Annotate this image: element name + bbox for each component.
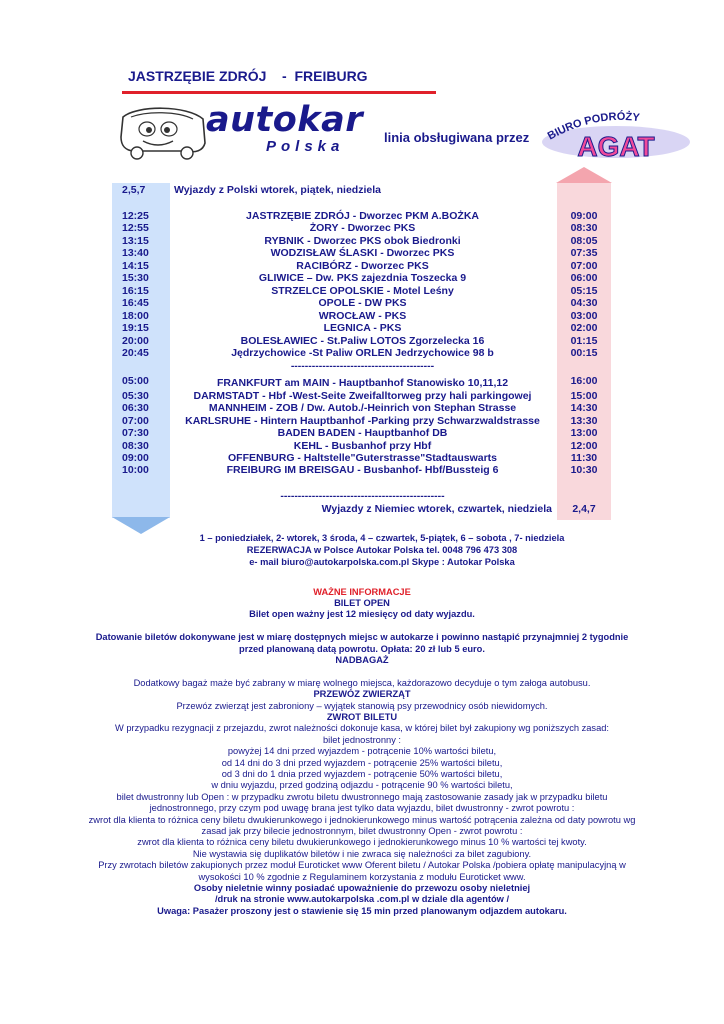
stop-name: LEGNICA - PKS [323, 322, 402, 334]
info-line: Uwaga: Pasażer proszony jest o stawienie się 15 min przed planowanym odjazdem autokaru. [157, 905, 567, 916]
operated-by-label: linia obsługiwana przez [384, 130, 530, 145]
info-heading: WAŻNE INFORMACJE [313, 587, 411, 597]
stop-name: ŻORY - Dworzec PKS [309, 222, 416, 234]
info-line: PRZEWÓZ ZWIERZĄT [313, 689, 411, 700]
info-line: wysokości 10 % zgodnie z Regulaminem korzystania z modułu Euroticket www. [198, 871, 526, 882]
dep-time: 05:00 [122, 375, 149, 387]
ret-time: 05:15 [570, 285, 598, 297]
logo-polska: Polska [266, 138, 345, 155]
schedule-divider: ----------------------------------------- [290, 360, 435, 372]
ret-time: 16:00 [570, 375, 598, 387]
stop-name: GLIWICE – Dw. PKS zajezdnia Toszecka 9 [258, 272, 467, 284]
info-line: przed planowaną datą powrotu. Opłata: 20 zł lub 5 euro. [239, 643, 485, 654]
return-note: Wyjazdy z Niemiec wtorek, czwartek, niedziela [321, 503, 552, 515]
ret-time: 02:00 [570, 322, 598, 334]
info-line: W przypadku rezygnacji z przejazdu, zwrot należności dokonuje kasa, w której bilet był zakupiony wg poniższych zasad: [114, 723, 609, 734]
title-underline [122, 91, 436, 94]
stop-name: KEHL - Busbanhof przy Hbf [293, 440, 432, 452]
ret-time: 12:00 [570, 440, 598, 452]
info-line: w dniu wyjazdu, przed godziną odjazdu - potrącenie 90 % wartości biletu, [211, 780, 513, 791]
ret-time: 10:30 [570, 464, 598, 476]
dep-time: 08:30 [122, 440, 149, 452]
ret-time: 07:00 [570, 260, 598, 272]
ret-time: 13:00 [570, 427, 598, 439]
stop-name: OPOLE - DW PKS [318, 297, 407, 309]
info-line: jednostronnego, przy czym pod uwagę brana jest tylko data wyjazdu, bilet dwustronny - zwrot powrotu : [149, 803, 575, 814]
ret-time: 04:30 [570, 297, 598, 309]
ret-time: 11:30 [570, 452, 598, 464]
stop-name: RACIBÓRZ - Dworzec PKS [296, 260, 429, 272]
dep-time: 13:15 [122, 235, 149, 247]
reservation-line: REZERWACJA w Polsce Autokar Polska tel. 0048 796 473 308 [246, 545, 518, 555]
dep-time: 10:00 [122, 464, 149, 476]
stop-name: JASTRZĘBIE ZDRÓJ - Dworzec PKM A.BOŻKA [246, 210, 479, 222]
dep-time: 07:30 [122, 427, 149, 439]
stop-name: DARMSTADT - Hbf -West-Seite Zweifalltorweg przy hali parkingowej [193, 390, 532, 402]
route-title: JASTRZĘBIE ZDRÓJ - FREIBURG [128, 68, 368, 84]
info-line: zwrot dla klienta to różnica ceny biletu dwukierunkowego i jednokierunkowego minus wartość potrącenia zależna od daty powrotu wg [88, 814, 636, 825]
dep-time: 18:00 [122, 310, 149, 322]
days-legend: 1 – poniedziałek, 2- wtorek, 3 środa, 4 – czwartek, 5-piątek, 6 – sobota , 7- niedziela [199, 533, 565, 543]
ret-time: 13:30 [570, 415, 598, 427]
stop-name: Jędrzychowice -St Paliw ORLEN Jedrzychowice 98 b [231, 347, 494, 359]
info-line: Osoby nieletnie winny posiadać upoważnienie do przewozu osoby nieletniej [193, 883, 531, 893]
ret-time: 01:15 [570, 335, 598, 347]
ret-time: 14:30 [570, 402, 598, 414]
info-line: NADBAGAŻ [335, 655, 389, 665]
dep-time: 12:25 [122, 210, 149, 222]
stop-name: OFFENBURG - Haltstelle"Guterstrasse"Stadtauswarts [227, 452, 498, 464]
agat-name: AGAT [577, 131, 655, 162]
stop-name: KARLSRUHE - Hintern Hauptbanhof -Parking przy Schwarzwaldstrasse [185, 415, 540, 427]
stop-name: WODZISŁAW ŚLASKI - Dworzec PKS [270, 247, 455, 259]
dep-time: 19:15 [122, 322, 149, 334]
stop-name: WROCŁAW - PKS [318, 310, 407, 322]
stop-name: FRANKFURT am MAIN - Hauptbanhof Stanowisko 10,11,12 [216, 377, 509, 389]
info-line: Przy zwrotach biletów zakupionych przez moduł Euroticket www Oferent biletu / Autokar Polska /pobiera opłatę manipulacyjną w [98, 860, 626, 871]
dep-time: 16:45 [122, 297, 149, 309]
ret-time: 15:00 [570, 390, 598, 402]
ret-time: 06:00 [570, 272, 598, 284]
info-line: Nie wystawia się duplikatów biletów i nie zwraca się należności za bilet zagubiony. [192, 848, 532, 859]
agat-arc-text: BIURO PODRÓŻY [545, 110, 641, 143]
info-line: BILET OPEN [334, 598, 390, 608]
schedule-divider-2: ----------------------------------------------- [280, 490, 445, 502]
info-line: /druk na stronie www.autokarpolska .com.pl w dziale dla agentów / [214, 894, 510, 905]
bus-logo-icon [117, 103, 209, 161]
info-line: Przewóz zwierząt jest zabroniony – wyjątek stanowią psy przewodnicy osób niewidomych. [176, 700, 548, 711]
stop-name: FREIBURG IM BREISGAU - Busbanhof- Hbf/Bussteig 6 [226, 464, 499, 476]
ret-time: 08:30 [570, 222, 598, 234]
dep-time: 15:30 [122, 272, 149, 284]
agat-logo-icon [536, 106, 696, 162]
outbound-days: 2,5,7 [122, 184, 146, 196]
info-line: bilet dwustronny lub Open : w przypadku zwrotu biletu dwustronnego mają zastosowanie zasady jak w przypadku biletu [116, 791, 608, 802]
dep-time: 20:00 [122, 335, 149, 347]
return-days: 2,4,7 [572, 503, 596, 515]
dep-time: 20:45 [122, 347, 149, 359]
up-arrow-icon [554, 166, 614, 184]
stop-name: BOLESŁAWIEC - St.Paliw LOTOS Zgorzelecka 16 [240, 335, 485, 347]
info-line: zwrot dla klienta to różnica ceny biletu dwukierunkowego i jednokierunkowego minus 10 % wartości tej kwoty. [137, 837, 587, 848]
ret-time: 00:15 [570, 347, 598, 359]
info-line: bilet jednostronny : [322, 734, 402, 745]
info-line: Datowanie biletów dokonywane jest w miarę dostępnych miejsc w autokarze i powinno nastąpić przynajmniej 2 tygodnie [95, 632, 629, 643]
stop-name: BADEN BADEN - Hauptbanhof DB [277, 427, 448, 439]
stop-name: RYBNIK - Dworzec PKS obok Biedronki [264, 235, 461, 247]
info-line: zasad jak przy bilecie jednostronnym, bilet dwustronny Open - zwrot powrotu : [201, 826, 523, 836]
dep-time: 07:00 [122, 415, 149, 427]
email-line: e- mail biuro@autokarpolska.com.pl Skype : Autokar Polska [249, 557, 515, 567]
ret-time: 08:05 [570, 235, 598, 247]
dep-time: 05:30 [122, 390, 149, 402]
logo-autokar: autokar [206, 100, 363, 140]
info-line: ZWROT BILETU [326, 712, 398, 722]
dep-time: 12:55 [122, 222, 149, 234]
dep-time: 09:00 [122, 452, 149, 464]
dep-time: 06:30 [122, 402, 149, 414]
info-line: od 3 dni do 1 dnia przed wyjazdem - potrącenie 50% wartości biletu, [221, 769, 503, 779]
info-line: od 14 dni do 3 dni przed wyjazdem - potrącenie 25% wartości biletu, [221, 757, 503, 768]
info-line: Bilet open ważny jest 12 miesięcy od daty wyjazdu. [249, 609, 475, 620]
stop-name: MANNHEIM - ZOB / Dw. Autob./-Heinrich von Stephan Strasse [208, 402, 517, 414]
ret-time: 07:35 [570, 247, 598, 259]
ret-time: 09:00 [570, 210, 598, 222]
info-line: powyżej 14 dni przed wyjazdem - potrącenie 10% wartości biletu, [227, 746, 497, 757]
ret-time: 03:00 [570, 310, 598, 322]
info-line: Dodatkowy bagaż maże być zabrany w miarę wolnego miejsca, każdorazowo decyduje o tym załoga autobusu. [133, 677, 591, 688]
stop-name: STRZELCE OPOLSKIE - Motel Leśny [271, 285, 454, 297]
dep-time: 14:15 [122, 260, 149, 272]
dep-time: 16:15 [122, 285, 149, 297]
outbound-note: Wyjazdy z Polski wtorek, piątek, niedziela [174, 184, 381, 196]
dep-time: 13:40 [122, 247, 149, 259]
